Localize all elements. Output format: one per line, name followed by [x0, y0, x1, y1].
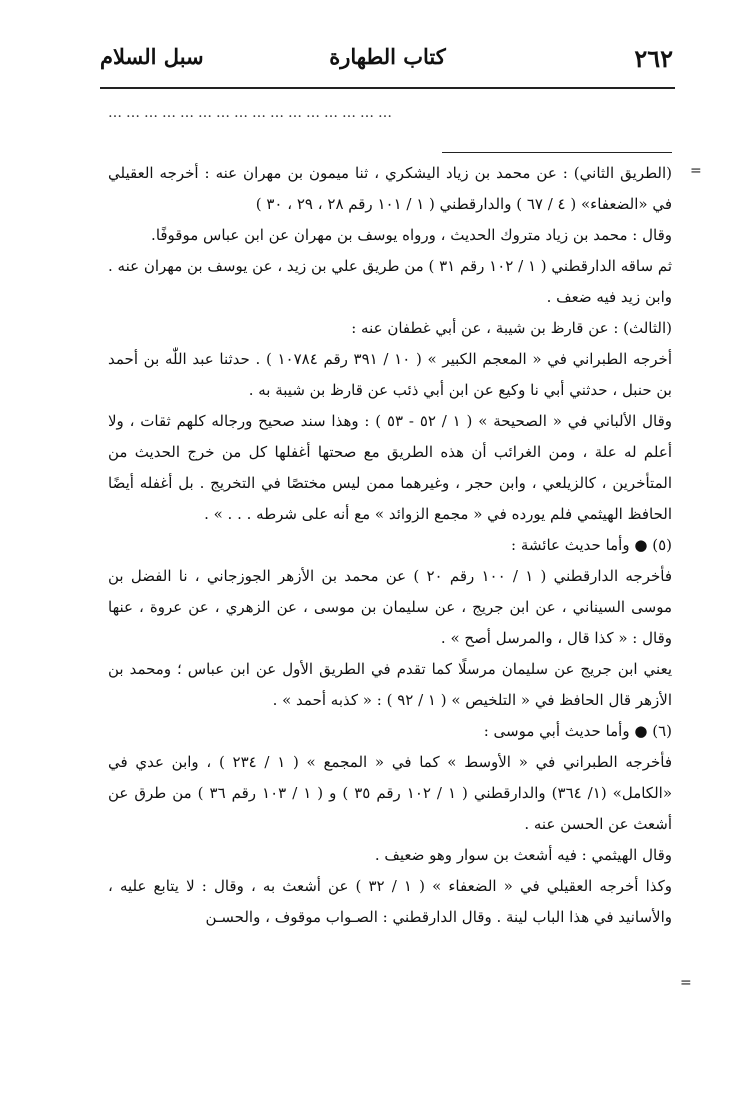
header-rule [100, 87, 675, 89]
book-title: سبل السلام [100, 44, 204, 69]
footnote-rule [442, 152, 672, 153]
continuation-mark-top: = [690, 163, 702, 179]
footnote-body [108, 158, 672, 933]
paragraph-tabarani-kabir: أخرجه الطبراني في « المعجم الكبير » ( ١٠ / ٣٩١ رقم ١٠٧٨٤ ) . حدثنا عبد اللّٰه بن أحمد بن حنبل ، حدثني أبي نا وكيع عن ابن أبي ذئب عن قارظ بن شيبة به . [108, 350, 672, 399]
paragraph-muhammad-ibn-ziyad: وقال : محمد بن زياد متروك الحديث ، ورواه يوسف بن مهران عن ابن عباس موقوفًا. [151, 226, 672, 244]
page-number: ٢٦٢ [634, 44, 673, 73]
separator-dots: ………………………………………… [108, 105, 396, 121]
paragraph-uqayli: وكذا أخرجه العقيلي في « الضعفاء » ( ١ / ٣٢ ) عن أشعث به ، وقال : لا يتابع عليه ، والأسانيد في هذا الباب لينة . وقال الدارقطني : الصـواب موقوف ، والحسـن [108, 877, 672, 926]
paragraph-tabarani-awsat: فأخرجه الطبراني في « الأوسط » كما في « المجمع » ( ١ / ٢٣٤ ) ، وابن عدي في «الكامل» (١/ ٣٦٤) والدارقطني ( ١ / ١٠٢ رقم ٣٥ ) و ( ١ / ١٠٣ رقم ٣٦ ) من طرق عن أشعث عن الحسن عنه . [108, 753, 673, 833]
chapter-title: كتاب الطهارة [329, 44, 446, 69]
paragraph-ibn-jurayj: يعني ابن جريج عن سليمان مرسلًا كما تقدم في الطريق الأول عن ابن عباس ؛ ومحمد بن الأزهر قال الحافظ في « التلخيص » ( ١ / ٩٢ ) : « كذبه أحمد » . [108, 660, 672, 709]
paragraph-aisha-heading: (٥) ● وأما حديث عائشة : [511, 536, 672, 554]
page-header [100, 44, 675, 86]
paragraph-abu-musa-heading: (٦) ● وأما حديث أبي موسى : [483, 722, 672, 740]
paragraph-third-route: (الثالث) : عن قارظ بن شيبة ، عن أبي غطفان عنه : [351, 319, 672, 337]
continuation-mark-bottom: = [680, 975, 692, 991]
paragraph-daraqutni-ali-ibn-zayd: ثم ساقه الدارقطني ( ١ / ١٠٢ رقم ٣١ ) من طريق علي بن زيد ، عن يوسف بن مهران عنه . وابن زيد فيه ضعف . [108, 257, 672, 306]
paragraph-haythami: وقال الهيثمي : فيه أشعث بن سوار وهو ضعيف . [374, 846, 672, 864]
paragraph-albani-sahiha: وقال الألباني في « الصحيحة » ( ١ / ٥٢ - ٥٣ ) : وهذا سند صحيح ورجاله كلهم ثقات ، ولا أعلم له علة ، ومن الغرائب أن هذه الطريق مع صحتها أغفلها كل من خرج الحديث من المتأخرين ، كالزيلعي ، وابن حجر ، وغيرهما ممن ليس مختصًا في التخريج . بل أغفله أيضًا الحافظ الهيثمي فلم يورده في « مجمع الزوائد » مع أنه على شرطه . . . » . [108, 412, 672, 523]
paragraph-second-route: (الطريق الثاني) : عن محمد بن زياد اليشكري ، ثنا ميمون بن مهران عنه : أخرجه العقيلي في «الضعفاء» ( ٤ / ٦٧ ) والدارقطني ( ١ / ١٠١ رقم ٢٨ ، ٢٩ ، ٣٠ ) [108, 164, 672, 213]
paragraph-aisha-daraqutni: فأخرجه الدارقطني ( ١ / ١٠٠ رقم ٢٠ ) عن محمد بن الأزهر الجوزجاني ، نا الفضل بن موسى السيناني ، عن ابن جريج ، عن سليمان بن موسى ، عن الزهري ، عن عروة ، عنها وقال : « كذا قال ، والمرسل أصح » . [108, 567, 672, 647]
